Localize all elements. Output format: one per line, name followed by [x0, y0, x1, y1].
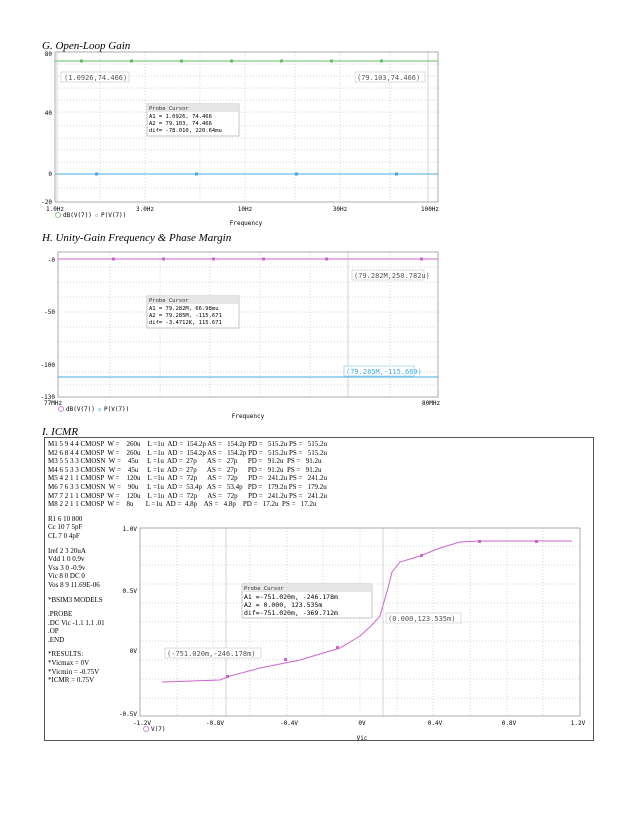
netlist-line: CL 7 0 4pF: [48, 531, 80, 540]
probe-row-2: A2 = 79.103, 74.466: [149, 121, 212, 127]
netlist-line: Vic 8 0 DC 0: [48, 572, 85, 581]
legend-phase-icon: ◇: [98, 406, 102, 413]
probe-row-3: dif= -3.4712K, 115.671: [149, 320, 222, 326]
section-i-title: I. ICMR: [42, 426, 79, 438]
netlist-line: Iref 2 3 20uA: [48, 546, 86, 555]
x-tick: -1.2V: [132, 720, 152, 727]
x-tick: 1.2V: [570, 720, 586, 727]
netlist-line: M1 5 9 4 4 CMOSP W = 260u L =1u AD = 154.2p AS = 154.2p PD = 515.2u PS = 515.2u: [48, 440, 328, 448]
x-tick: -0.4V: [279, 720, 299, 727]
netlist-line: *ICMR = 0.75V: [48, 676, 95, 685]
probe-row-1: A1 = 79.282M, 66.98mu: [149, 306, 219, 312]
probe-title: Probe Cursor: [244, 586, 284, 592]
y-tick: 40: [44, 110, 52, 117]
netlist-line: Vdd 1 0 0.9v: [48, 555, 85, 564]
x-tick: 0.8V: [501, 720, 517, 727]
section-g-title: G. Open-Loop Gain: [42, 40, 131, 52]
probe-row-3: dif=-751.020m, -369.712m: [244, 609, 338, 617]
y-tick: 0: [48, 171, 52, 178]
cursor-label-2: (79.285M,-115.669): [346, 368, 422, 376]
probe-row-1: A1 =-751.020m, -246.178m: [244, 593, 338, 601]
x-axis-label: Vic: [356, 735, 368, 742]
y-tick: -50: [44, 309, 55, 316]
y-tick: -0: [47, 257, 55, 264]
netlist-line: Vss 3 0 -0.9v: [48, 563, 86, 572]
cursor-label-1: (79.282M,250.782u): [354, 272, 430, 280]
netlist-line: Cc 10 7 5pF: [48, 523, 83, 532]
legend-db: dB(V(7)): [63, 212, 92, 219]
unity-gain-plot: [0, 250, 638, 430]
y-tick: -0.5V: [118, 711, 137, 718]
netlist-line: M6 7 6 3 3 CMOSN W = 90u L =1u AD = 53.4p AS = 53.4p PD = 179.2u PS = 179.2u: [48, 482, 327, 491]
x-tick: 0V: [358, 720, 366, 727]
netlist-line: M5 4 2 1 1 CMOSP W = 120u L =1u AD = 72p AS = 72p PD = 241.2u PS = 241.2u: [48, 474, 328, 483]
x-tick: 0.4V: [427, 720, 443, 727]
probe-row-2: A2 = 79.285M, -115.671: [149, 313, 222, 319]
legend-phase: P(V(7)): [101, 212, 127, 219]
probe-row-3: dif= -78.010, 220.64mu: [149, 128, 222, 134]
netlist-line: M8 2 2 1 1 CMOSP W = 8u L =1u AD = 4.8p AS = 4.8p PD = 17.2u PS = 17.2u: [48, 500, 317, 509]
legend-marker-icon: [144, 727, 149, 732]
netlist-line: M4 6 5 3 3 CMOSN W = 45u L =1u AD = 27p AS = 27p PD = 91.2u PS = 91.2u: [48, 465, 322, 474]
netlist-line: *BSIM3 MODELS: [48, 595, 103, 604]
cursor-label-1: (-751.020m,-246.178m): [167, 650, 256, 658]
x-tick: 77MHz: [44, 400, 63, 407]
x-tick: 80MHz: [422, 400, 441, 407]
section-h-title: H. Unity-Gain Frequency & Phase Margin: [42, 232, 232, 244]
y-tick: -20: [41, 199, 52, 206]
netlist-line: .PROBE: [48, 610, 73, 619]
open-loop-gain-plot: [0, 50, 638, 250]
legend-marker-icon: [59, 407, 64, 412]
netlist-line: .END: [48, 635, 65, 644]
y-tick: 80: [44, 51, 52, 58]
x-axis-label: Frequency: [231, 413, 265, 420]
netlist-line: .OP: [48, 627, 59, 636]
x-tick: 1.0Hz: [45, 206, 65, 213]
cursor-label-2: (79.103,74.466): [357, 74, 421, 82]
probe-row-1: A1 = 1.0926, 74.466: [149, 114, 212, 120]
legend-db: dB(V(7)): [66, 406, 95, 413]
probe-title: Probe Cursor: [149, 298, 189, 304]
x-tick: -0.8V: [205, 720, 225, 727]
x-tick: 10Hz: [237, 206, 253, 213]
netlist-line: M2 6 8 4 4 CMOSP W = 260u L =1u AD = 154.2p AS = 154.2p PD = 515.2u PS = 515.2u: [48, 448, 328, 457]
netlist-line: M3 5 5 3 3 CMOSN W = 45u L =1u AD = 27p AS = 27p PD = 91.2u PS = 91.2u: [48, 457, 322, 466]
netlist-line: R1 6 10 800: [48, 514, 83, 523]
y-tick: 0V: [129, 648, 137, 655]
x-tick: 100Hz: [420, 206, 440, 213]
icmr-plot: [0, 520, 638, 760]
x-tick: 3.0Hz: [135, 206, 155, 213]
y-tick: -130: [40, 394, 55, 401]
netlist-line: *RESULTS:: [48, 650, 84, 659]
x-tick: 30Hz: [332, 206, 348, 213]
netlist-line: Vos 8 9 11.69E-06: [48, 580, 100, 589]
cursor-label-2: (0.000,123.535m): [388, 615, 456, 623]
probe-title: Probe Cursor: [149, 106, 189, 112]
probe-row-2: A2 = 0.000, 123.535m: [244, 601, 323, 609]
netlist-line: *Vicmax = 0V: [48, 659, 90, 668]
legend-phase-icon: ▫: [95, 212, 99, 219]
y-tick: 1.0V: [122, 526, 137, 533]
x-axis-label: Frequency: [229, 220, 263, 227]
legend-phase: P(V(7)): [104, 406, 130, 413]
legend-marker-icon: [56, 213, 61, 218]
netlist-line: *Vicmin = -0.75V: [48, 667, 100, 676]
legend-v7: V(7): [151, 726, 166, 733]
y-tick: -100: [40, 362, 55, 369]
y-tick: 0.5V: [122, 588, 137, 595]
netlist-line: .DC Vic -1.1 1.1 .01: [48, 618, 105, 627]
netlist-line: M7 7 2 1 1 CMOSP W = 120u L =1u AD = 72p AS = 72p PD = 241.2u PS = 241.2u: [48, 491, 328, 500]
cursor-label-1: (1.0926,74.466): [64, 74, 128, 82]
